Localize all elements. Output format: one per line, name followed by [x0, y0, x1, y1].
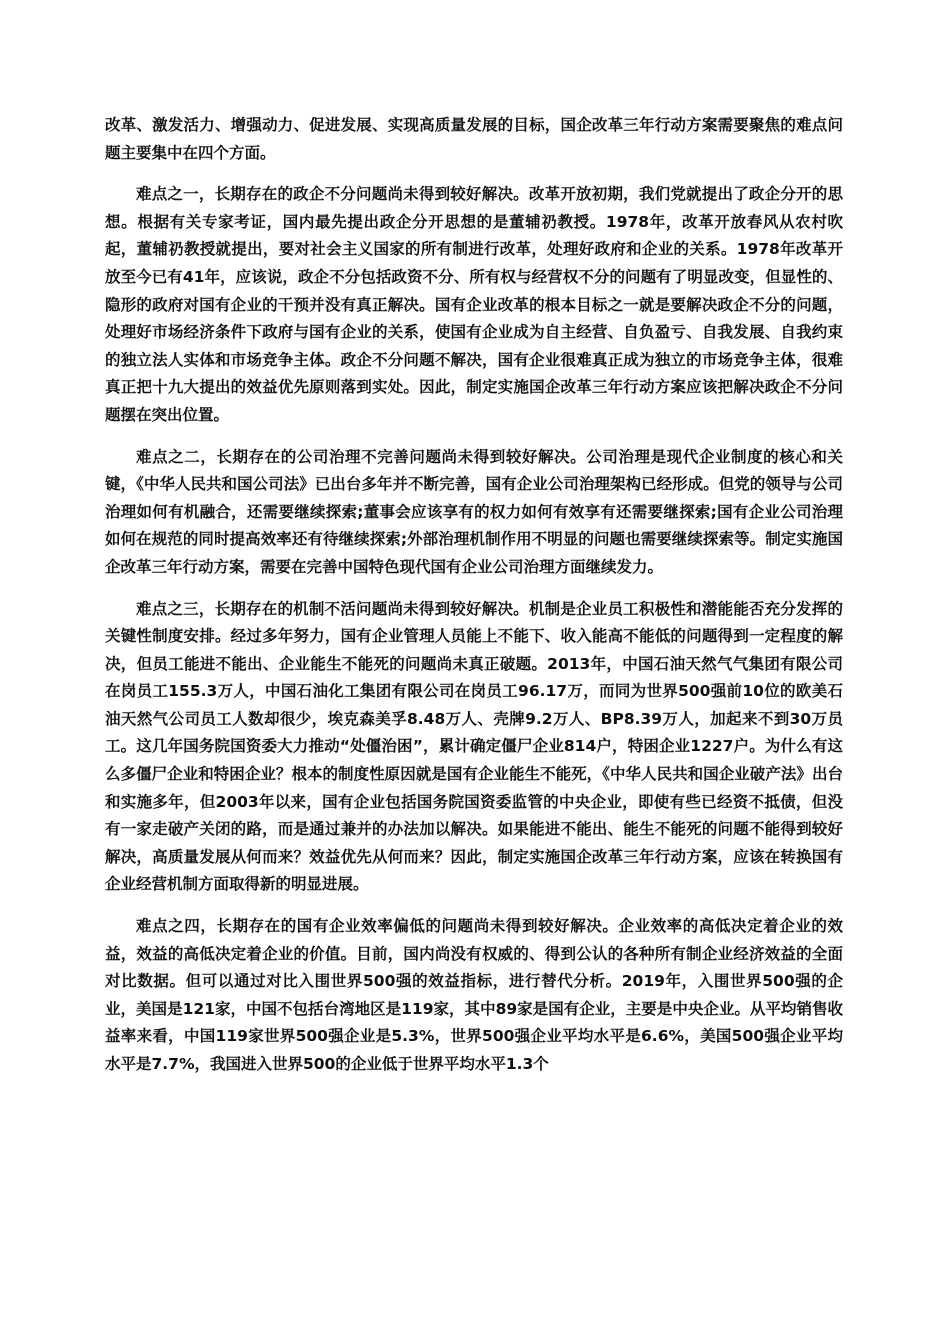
paragraph-difficulty-one: 难点之一，长期存在的政企不分问题尚未得到较好解决。改革开放初期，我们党就提出了政企分开的思想。根据有关专家考证，国内最先提出政企分开思想的是董辅礽教授。1978年，改革开放春风从农村吹起，董辅礽教授就提出，要对社会主义国家的所有制进行改革，处理好政府和企业的关系。1978年改革开放至今已有41年，应该说，政企不分包括政资不分、所有权与经营权不分的问题有了明显改变，但显性的、隐形的政府对国有企业的干预并没有真正解决。国有企业改革的根本目标之一就是要解决政企不分的问题，处理好市场经济条件下政府与国有企业的关系，使国有企业成为自主经营、自负盈亏、自我发展、自我约束的独立法人实体和市场竞争主体。政企不分问题不解决，国有企业很难真正成为独立的市场竞争主体，很难真正把十九大提出的效益优先原则落到实处。因此，制定实施国企改革三年行动方案应该把解决政企不分问题摆在突出位置。	[105, 185, 843, 424]
document-page	[105, 112, 843, 1093]
paragraph-intro-continuation: 改革、激发活力、增强动力、促进发展、实现高质量发展的目标，国企改革三年行动方案需要聚焦的难点问题主要集中在四个方面。	[105, 116, 843, 162]
paragraph-difficulty-three: 难点之三，长期存在的机制不活问题尚未得到较好解决。机制是企业员工积极性和潜能能否充分发挥的关键性制度安排。经过多年努力，国有企业管理人员能上不能下、收入能高不能低的问题得到一定程度的解决，但员工能进不能出、企业能生不能死的问题尚未真正破题。2013年，中国石油天然气气集团有限公司在岗员工155.3万人，中国石油化工集团有限公司在岗员工96.17万，而同为世界500强前10位的欧美石油天然气公司员工人数却很少，埃克森美孚8.48万人、壳牌9.2万人、BP8.39万人，加起来不到30万员工。这几年国务院国资委大力推动“处僵治困”，累计确定僵尸企业814户，特困企业1227户。为什么有这么多僵尸企业和特困企业？根本的制度性原因就是国有企业能生不能死，《中华人民共和国企业破产法》出台和实施多年，但2003年以来，国有企业包括国务院国资委监管的中央企业，即使有些已经资不抵债，但没有一家走破产关闭的路，而是通过兼并的办法加以解决。如果能进不能出、能生不能死的问题不能得到较好解决，高质量发展从何而来？效益优先从何而来？因此，制定实施国企改革三年行动方案，应该在转换国有企业经营机制方面取得新的明显进展。	[105, 599, 843, 894]
paragraph-difficulty-two: 难点之二，长期存在的公司治理不完善问题尚未得到较好解决。公司治理是现代企业制度的核心和关键，《中华人民共和国公司法》已出台多年并不断完善，国有企业公司治理架构已经形成。但党的领导与公司治理如何有机融合，还需要继续探索;董事会应该享有的权力如何有效享有还需要继探索;国有企业公司治理如何在规范的同时提高效率还有待继续探索;外部治理机制作用不明显的问题也需要继续探索等。制定实施国企改革三年行动方案，需要在完善中国特色现代国有企业公司治理方面继续发力。	[105, 447, 843, 576]
paragraph-difficulty-four: 难点之四，长期存在的国有企业效率偏低的问题尚未得到较好解决。企业效率的高低决定着企业的效益，效益的高低决定着企业的价值。目前，国内尚没有权威的、得到公认的各种所有制企业经济效益的全面对比数据。但可以通过对比入围世界500强的效益指标，进行替代分析。2019年，入围世界500强的企业，美国是121家，中国不包括台湾地区是119家，其中89家是国有企业，主要是中央企业。从平均销售收益率来看，中国119家世界500强企业是5.3%，世界500强企业平均水平是6.6%，美国500强企业平均水平是7.7%，我国进入世界500的企业低于世界平均水平1.3个	[105, 917, 843, 1073]
